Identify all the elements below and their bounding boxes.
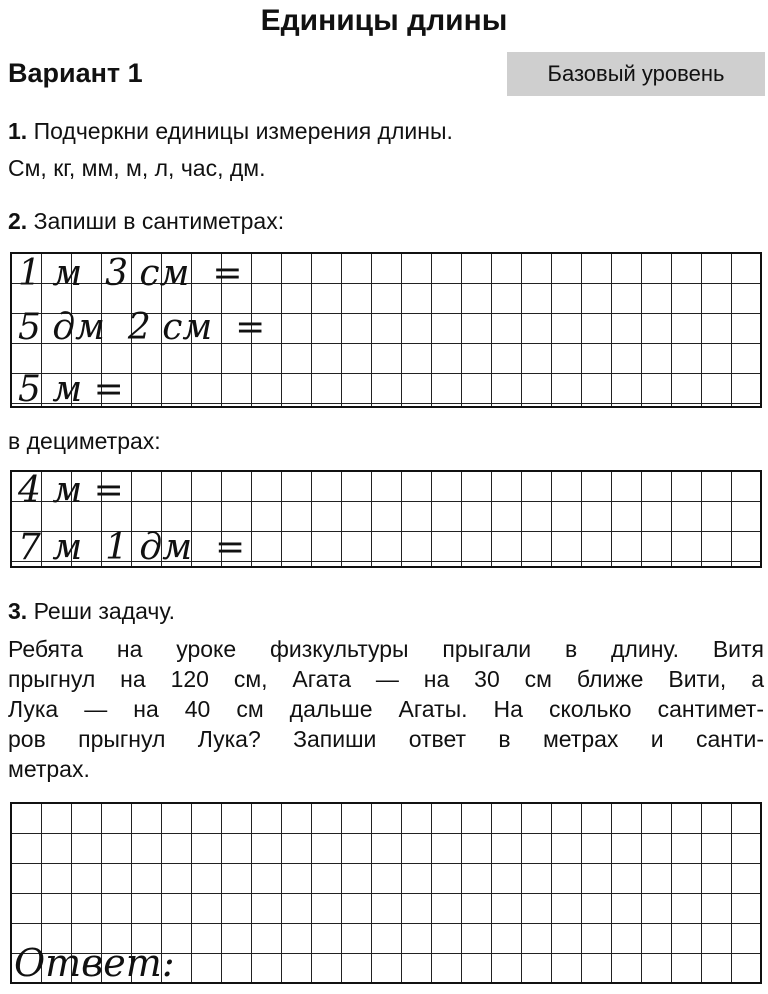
problem-line-2: прыгнул на 120 см, Агата — на 30 см ближе Вити, а — [8, 666, 764, 692]
problem-line-3: Лука — на 40 см дальше Агаты. На сколько сантимет- — [8, 696, 764, 722]
dm-row-1: 4 м = — [18, 470, 124, 511]
answer-label: Ответ: — [14, 941, 175, 985]
task1-units[interactable]: См, кг, мм, м, л, час, дм. — [8, 155, 266, 181]
problem-line-4: ров прыгнул Лука? Запиши ответ в метрах и санти- — [8, 726, 764, 752]
dm-label: в дециметрах: — [8, 428, 161, 454]
task1-heading — [8, 118, 453, 145]
task3-problem — [8, 634, 764, 784]
dm-row-2: 7 м 1 дм = — [18, 527, 246, 568]
cm-row-1: 1 м 3 см = — [18, 253, 243, 294]
cm-row-3: 5 м = — [18, 369, 124, 410]
task1-number: 1. — [8, 118, 28, 144]
page-title: Единицы длины — [260, 4, 508, 37]
task1-text: Подчеркни единицы измерения длины. — [33, 118, 453, 144]
task3-number: 3. — [8, 598, 28, 624]
problem-line-1: Ребята на уроке физкультуры прыгали в длину. Витя — [8, 636, 764, 662]
task2-heading — [8, 208, 284, 235]
task2-text: Запиши в сантиметрах: — [33, 208, 285, 234]
level-badge: Базовый уровень — [507, 52, 765, 96]
variant-label: Вариант 1 — [8, 58, 143, 88]
cm-row-2: 5 дм 2 см = — [18, 307, 266, 348]
problem-line-5: метрах. — [8, 756, 90, 782]
task3-heading — [8, 598, 175, 625]
task2-number: 2. — [8, 208, 28, 234]
task3-text: Реши задачу. — [33, 598, 176, 624]
